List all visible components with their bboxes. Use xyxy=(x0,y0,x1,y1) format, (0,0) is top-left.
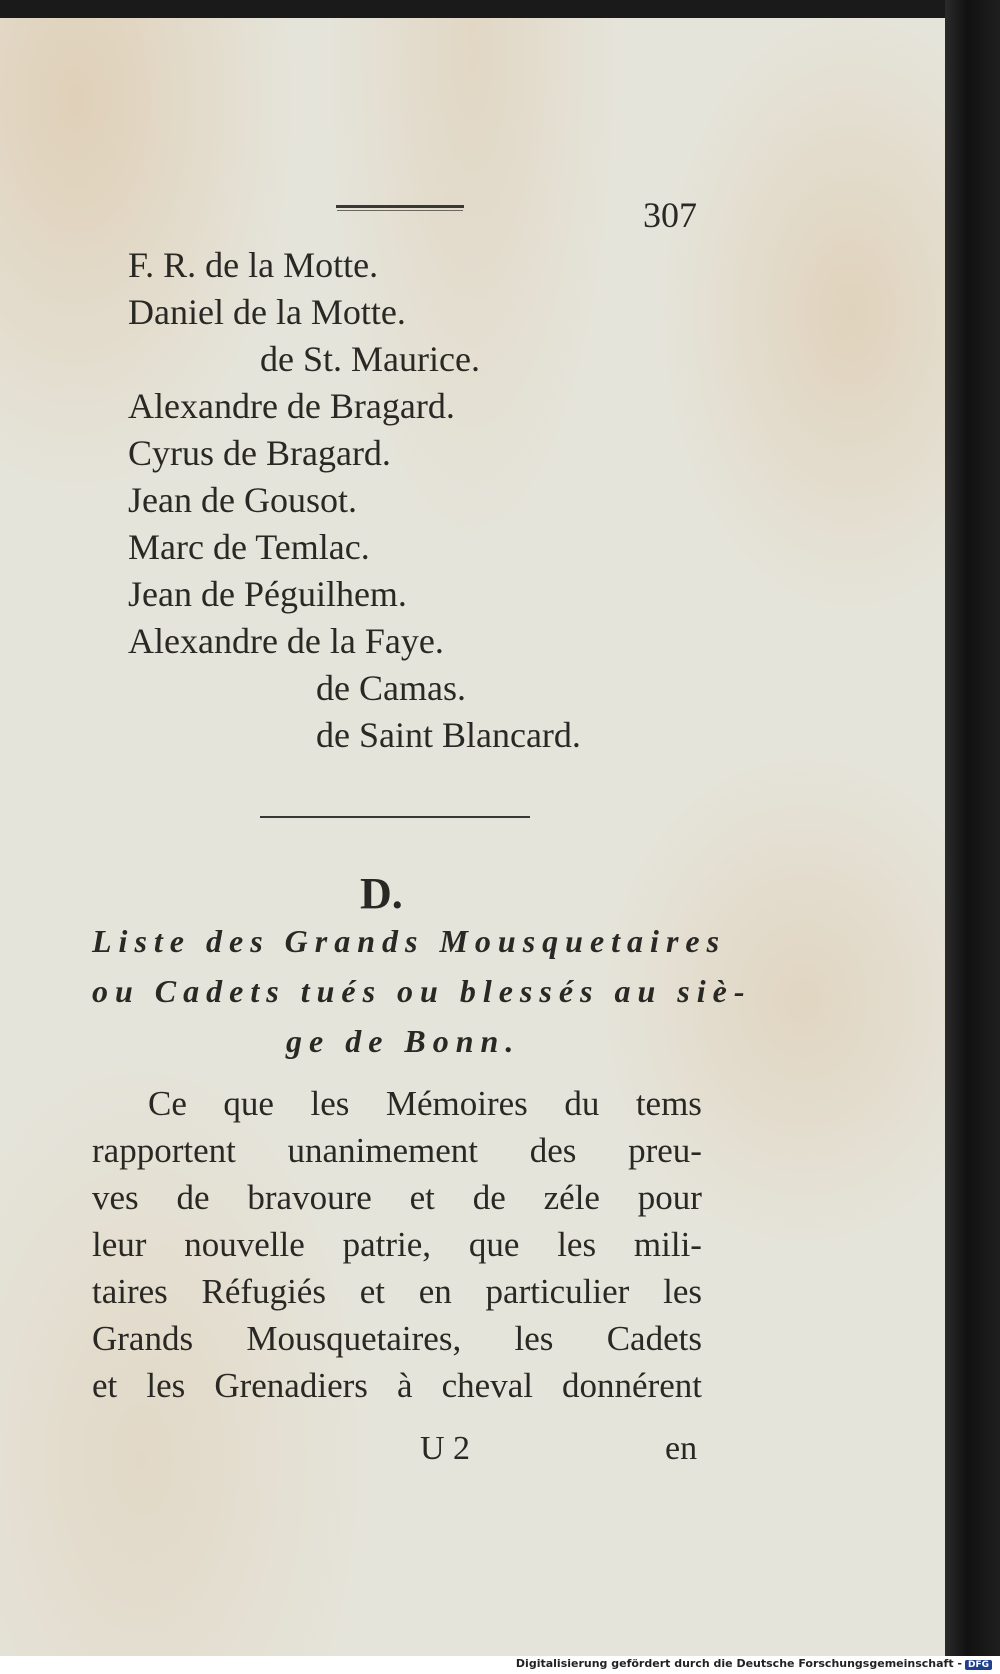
paragraph-line: et les Grenadiers à cheval donnérent xyxy=(92,1366,702,1405)
dfg-logo: DFG xyxy=(965,1660,992,1670)
book-page xyxy=(0,18,945,1656)
signature-mark: U 2 xyxy=(420,1430,471,1467)
footer-credit xyxy=(516,1657,992,1670)
list-item: de St. Maurice. xyxy=(260,339,480,379)
list-item: Marc de Temlac. xyxy=(128,527,370,567)
list-item: Jean de Péguilhem. xyxy=(128,574,407,614)
book-spine xyxy=(945,0,1000,1656)
list-item: Alexandre de la Faye. xyxy=(128,621,444,661)
list-item: Daniel de la Motte. xyxy=(128,292,406,332)
catchword: en xyxy=(665,1430,698,1467)
section-letter: D. xyxy=(360,869,403,918)
paragraph-line: leur nouvelle patrie, que les mili- xyxy=(92,1225,702,1264)
list-item: Cyrus de Bragard. xyxy=(128,433,391,473)
footer-credit-text: Digitalisierung gefördert durch die Deutsche Forschungsgemeinschaft - xyxy=(515,1657,962,1670)
section-divider xyxy=(260,816,530,818)
section-heading-line: Liste des Grands Mousquetaires xyxy=(92,923,727,959)
paragraph-line: taires Réfugiés et en particulier les xyxy=(92,1272,702,1311)
digitization-footer xyxy=(0,1656,1000,1674)
paragraph-line: rapportent unanimement des preu- xyxy=(92,1131,702,1170)
paragraph-line: Ce que les Mémoires du tems xyxy=(148,1084,702,1123)
list-item: de Camas. xyxy=(316,668,466,708)
header-rule xyxy=(336,205,464,208)
section-heading-line: ge de Bonn. xyxy=(286,1023,521,1059)
paragraph-line: ves de bravoure et de zéle pour xyxy=(92,1178,702,1217)
page-number: 307 xyxy=(643,195,697,235)
list-item: Jean de Gousot. xyxy=(128,480,357,520)
paragraph-line: Grands Mousquetaires, les Cadets xyxy=(92,1319,702,1358)
list-item: F. R. de la Motte. xyxy=(128,245,379,285)
list-item: de Saint Blancard. xyxy=(316,715,581,755)
list-item: Alexandre de Bragard. xyxy=(128,386,455,426)
section-heading-line: ou Cadets tués ou blessés au siè- xyxy=(92,973,752,1009)
